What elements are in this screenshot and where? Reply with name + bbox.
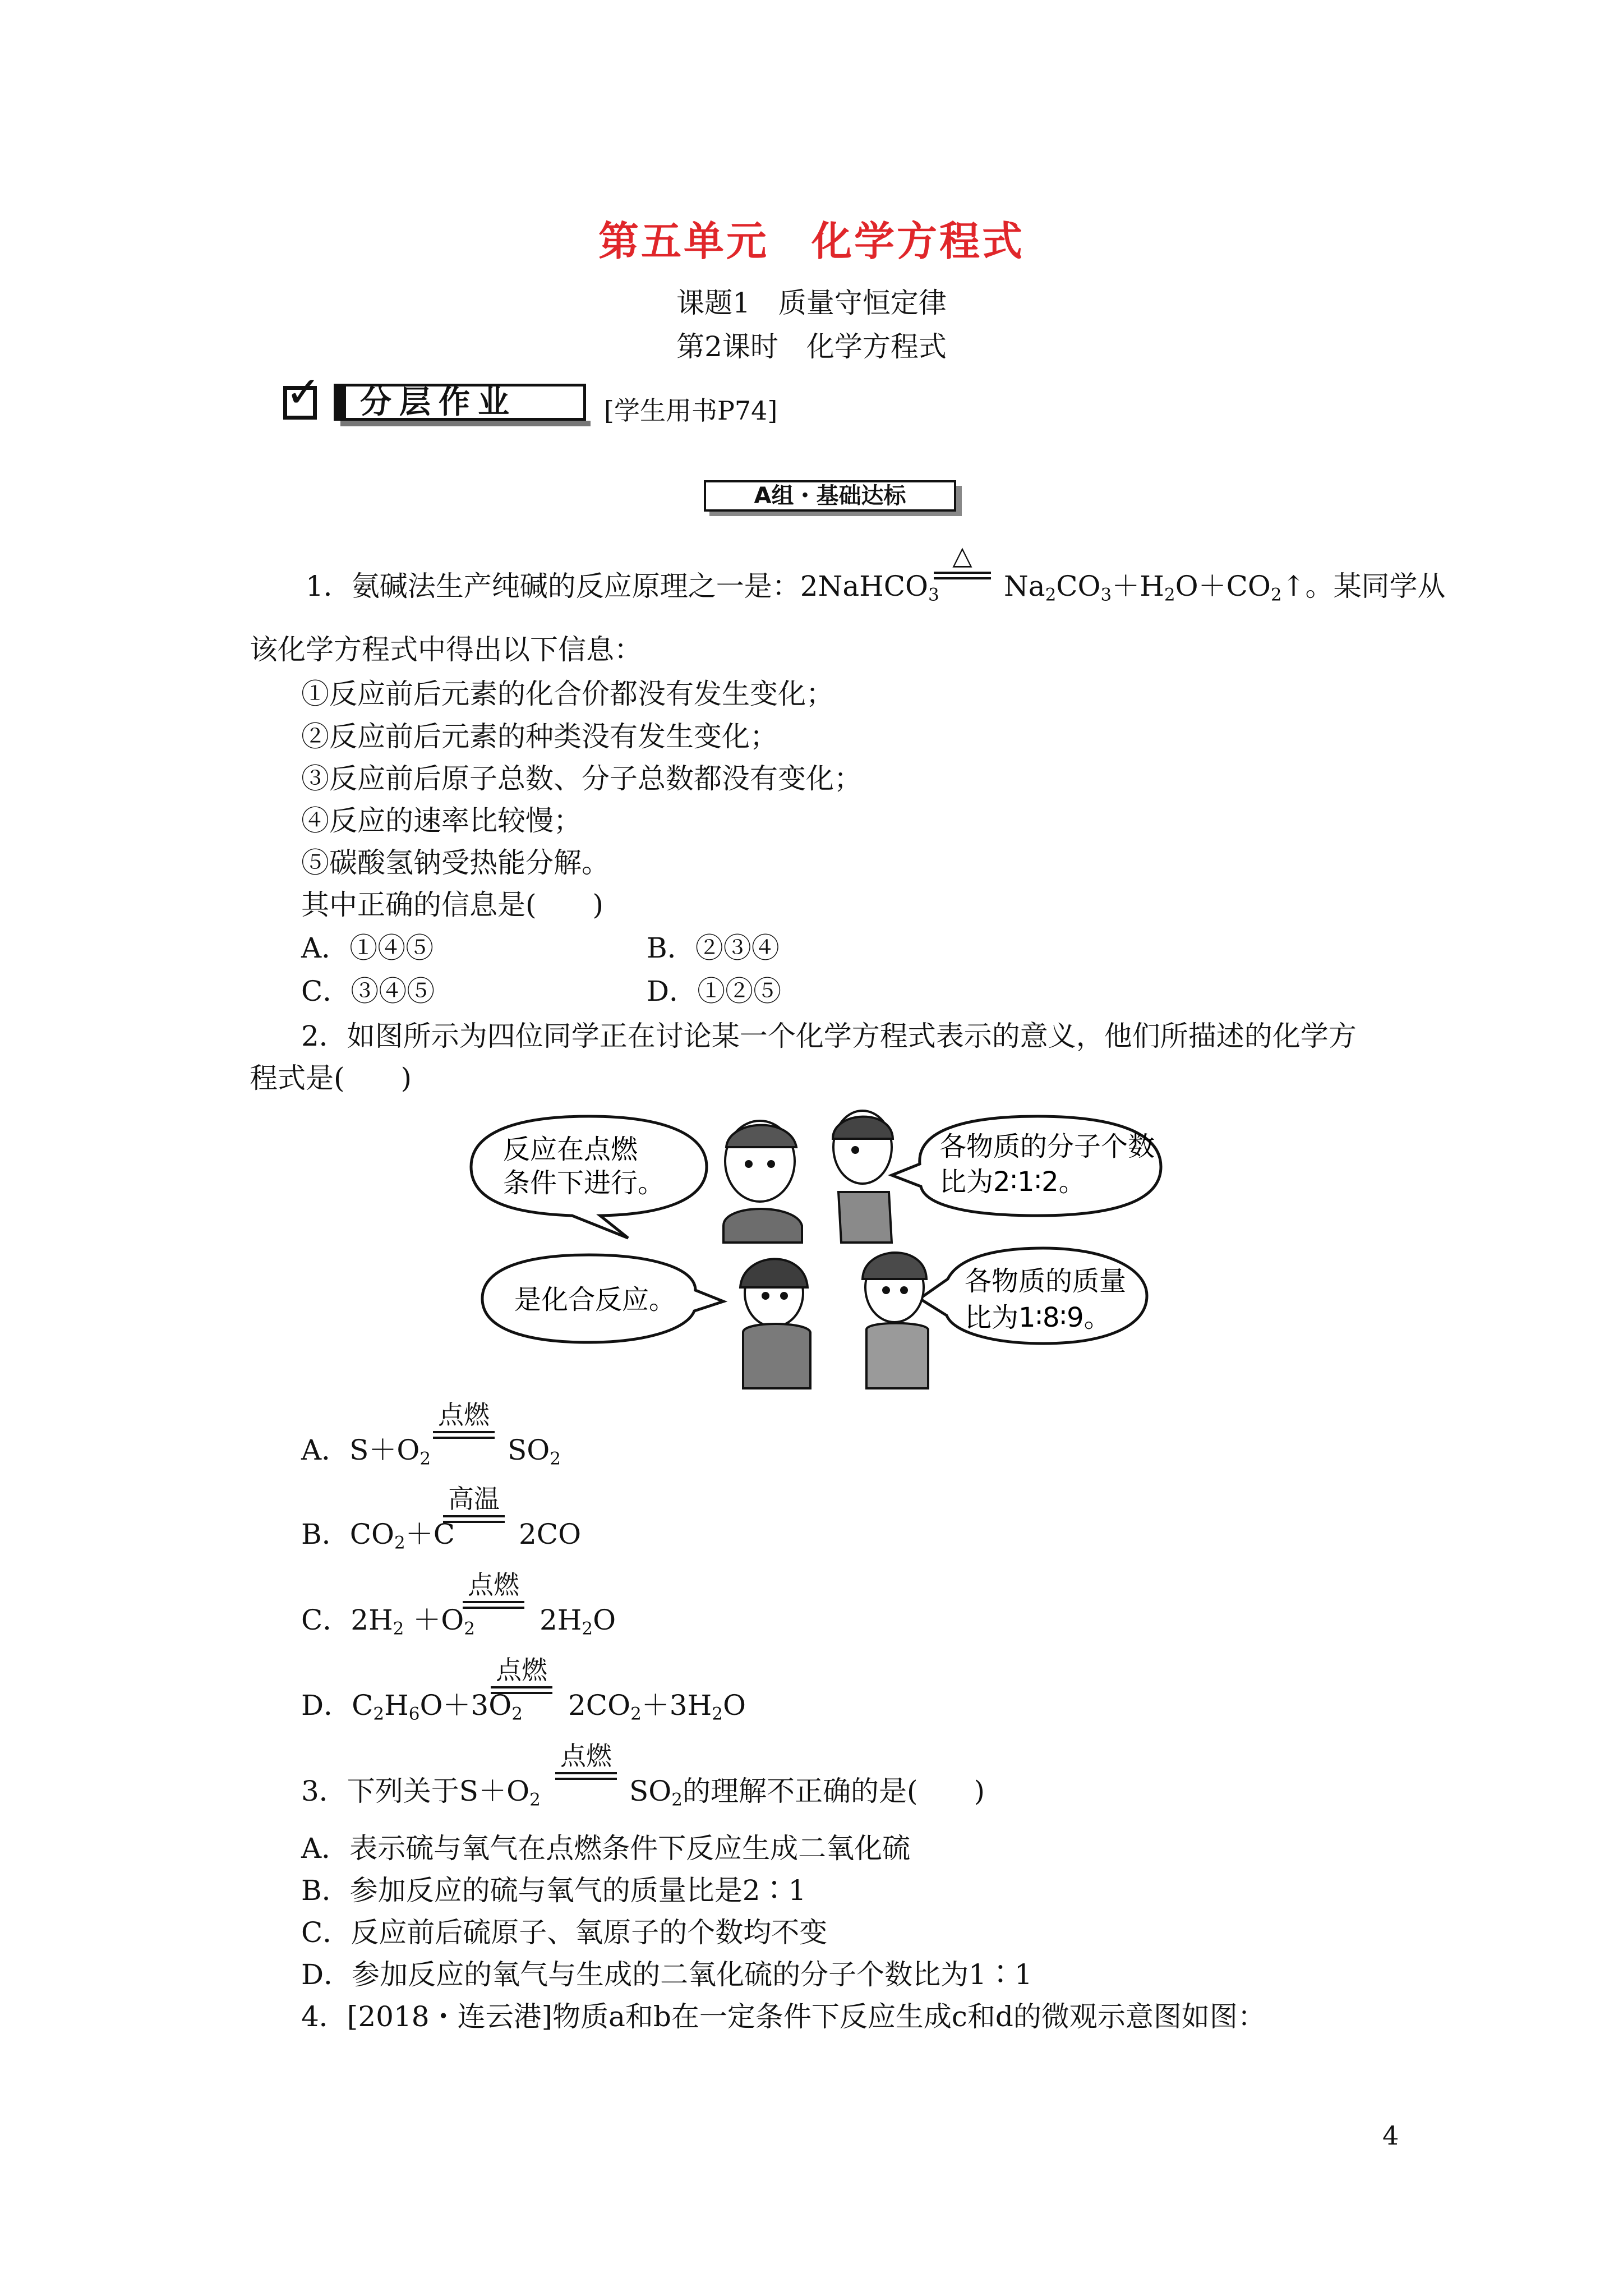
q4-line1: 4．[2018・连云港]物质a和b在一定条件下反应生成c和d的微观示意图如图： — [301, 2000, 1266, 2033]
group-label-box — [704, 480, 956, 512]
homework-banner — [283, 367, 866, 436]
q2-option-c-condition: 点燃 — [463, 1571, 524, 1609]
bubble-top-left — [471, 1116, 707, 1238]
bubble-tl-text-1: 反应在点燃 — [503, 1134, 638, 1165]
equals-sign — [491, 1686, 552, 1694]
q1-item-2: ②反应前后元素的种类没有发生变化； — [301, 720, 778, 753]
q2-line1: 2．如图所示为四位同学正在讨论某一个化学方程式表示的意义，他们所描述的化学方 — [301, 1020, 1357, 1052]
student-figure-2 — [833, 1111, 893, 1243]
q1-condition — [934, 541, 991, 579]
q1-option-d: D．①②⑤ — [647, 975, 782, 1007]
equals-sign — [443, 1515, 505, 1523]
q3-option-c: C．反应前后硫原子、氧原子的个数均不变 — [301, 1916, 828, 1949]
equals-sign — [934, 572, 991, 579]
q1-item-3: ③反应前后原子总数、分子总数都没有变化； — [301, 762, 862, 795]
q2-option-b-right: 2CO — [519, 1518, 582, 1550]
banner-shadow — [340, 421, 591, 426]
student-figure-4 — [863, 1253, 928, 1388]
banner-label: 分层作业 — [360, 384, 517, 421]
q3-option-a: A．表示硫与氧气在点燃条件下反应生成二氧化硫 — [301, 1832, 911, 1865]
equals-sign — [463, 1601, 524, 1609]
q1-item-1: ①反应前后元素的化合价都没有发生变化； — [301, 678, 834, 710]
student-book-ref: [学生用书P74] — [604, 395, 778, 426]
bubble-bl-text: 是化合反应。 — [514, 1284, 676, 1315]
group-shadow-bottom — [709, 512, 962, 516]
q3-option-b: B．参加反应的硫与氧气的质量比是2∶1 — [301, 1874, 806, 1907]
group-shadow-right — [956, 486, 962, 516]
q3-condition: 点燃 — [555, 1742, 617, 1780]
q2-option-b-condition: 高温 — [443, 1485, 505, 1523]
q2-option-a-right: $SO_2$ — [508, 1434, 561, 1469]
bubble-top-right — [892, 1116, 1161, 1216]
q1-line2: 该化学方程式中得出以下信息： — [250, 633, 642, 666]
q2-option-a-left: A．$S+O_2$ — [301, 1434, 431, 1469]
q1-option-c: C．③④⑤ — [301, 975, 435, 1007]
q3-prefix: 3．下列关于$S+O_2$ — [301, 1775, 541, 1810]
q1-option-a: A．①④⑤ — [301, 932, 434, 964]
equals-sign — [433, 1431, 495, 1439]
banner-tab — [334, 384, 586, 421]
q1-option-b: B．②③④ — [647, 932, 780, 964]
unit-title: 第五单元 化学方程式 — [598, 217, 1025, 265]
q2-option-d-condition: 点燃 — [491, 1656, 552, 1694]
q1-question: 其中正确的信息是( ) — [301, 889, 604, 921]
student-figure-3 — [740, 1259, 810, 1388]
q2-option-d-left: D．$C_2H_6O+3O_2$ — [301, 1689, 523, 1724]
heat-symbol: △ — [952, 540, 972, 570]
bubble-tr-text-2: 比为2∶1∶2。 — [939, 1166, 1086, 1198]
q1-equation-right: $Na_2CO_3+H_2O+CO_2↑$。某同学从 — [1004, 570, 1446, 605]
q2-option-a-condition: 点燃 — [433, 1401, 495, 1439]
q1-equation-left: 1．氨碱法生产纯碱的反应原理之一是：2NaHCO$_3$ — [306, 570, 939, 605]
bubble-bottom-left — [482, 1255, 723, 1342]
q2-line2: 程式是( ) — [250, 1062, 412, 1094]
q3-option-d: D．参加反应的氧气与生成的二氧化硫的分子个数比为1∶1 — [301, 1958, 1032, 1991]
discussion-illustration — [460, 1108, 1211, 1394]
q1-item-4: ④反应的速率比较慢； — [301, 804, 582, 837]
checkmark-icon: ✓ — [285, 367, 321, 417]
q1-item-5: ⑤碳酸氢钠受热能分解。 — [301, 846, 610, 879]
bubble-tr-text-1: 各物质的分子个数 — [939, 1131, 1155, 1162]
q2-option-d-right: $2CO_2+3H_2O$ — [568, 1689, 746, 1724]
q3-suffix: $SO_2$的理解不正确的是( ) — [629, 1775, 985, 1810]
bubble-br-text-2: 比为1∶8∶9。 — [965, 1302, 1111, 1333]
student-figure-1 — [723, 1121, 802, 1243]
q2-option-c-left: C．$2H_2 +O_2$ — [301, 1604, 476, 1639]
equals-sign — [555, 1772, 617, 1780]
bubble-br-text-1: 各物质的质量 — [965, 1266, 1127, 1297]
q2-option-b-left: B．$CO_2+C$ — [301, 1518, 455, 1553]
bubble-tl-text-2: 条件下进行。 — [503, 1167, 665, 1199]
lesson-subtitle: 课题1 质量守恒定律 — [676, 287, 947, 319]
page-number: 4 — [1382, 2120, 1399, 2151]
period-subtitle: 第2课时 化学方程式 — [676, 330, 947, 363]
bubble-bottom-right — [920, 1248, 1147, 1343]
q2-option-c-right: $2H_2O$ — [540, 1604, 616, 1639]
group-label: A组・基础达标 — [754, 483, 906, 509]
